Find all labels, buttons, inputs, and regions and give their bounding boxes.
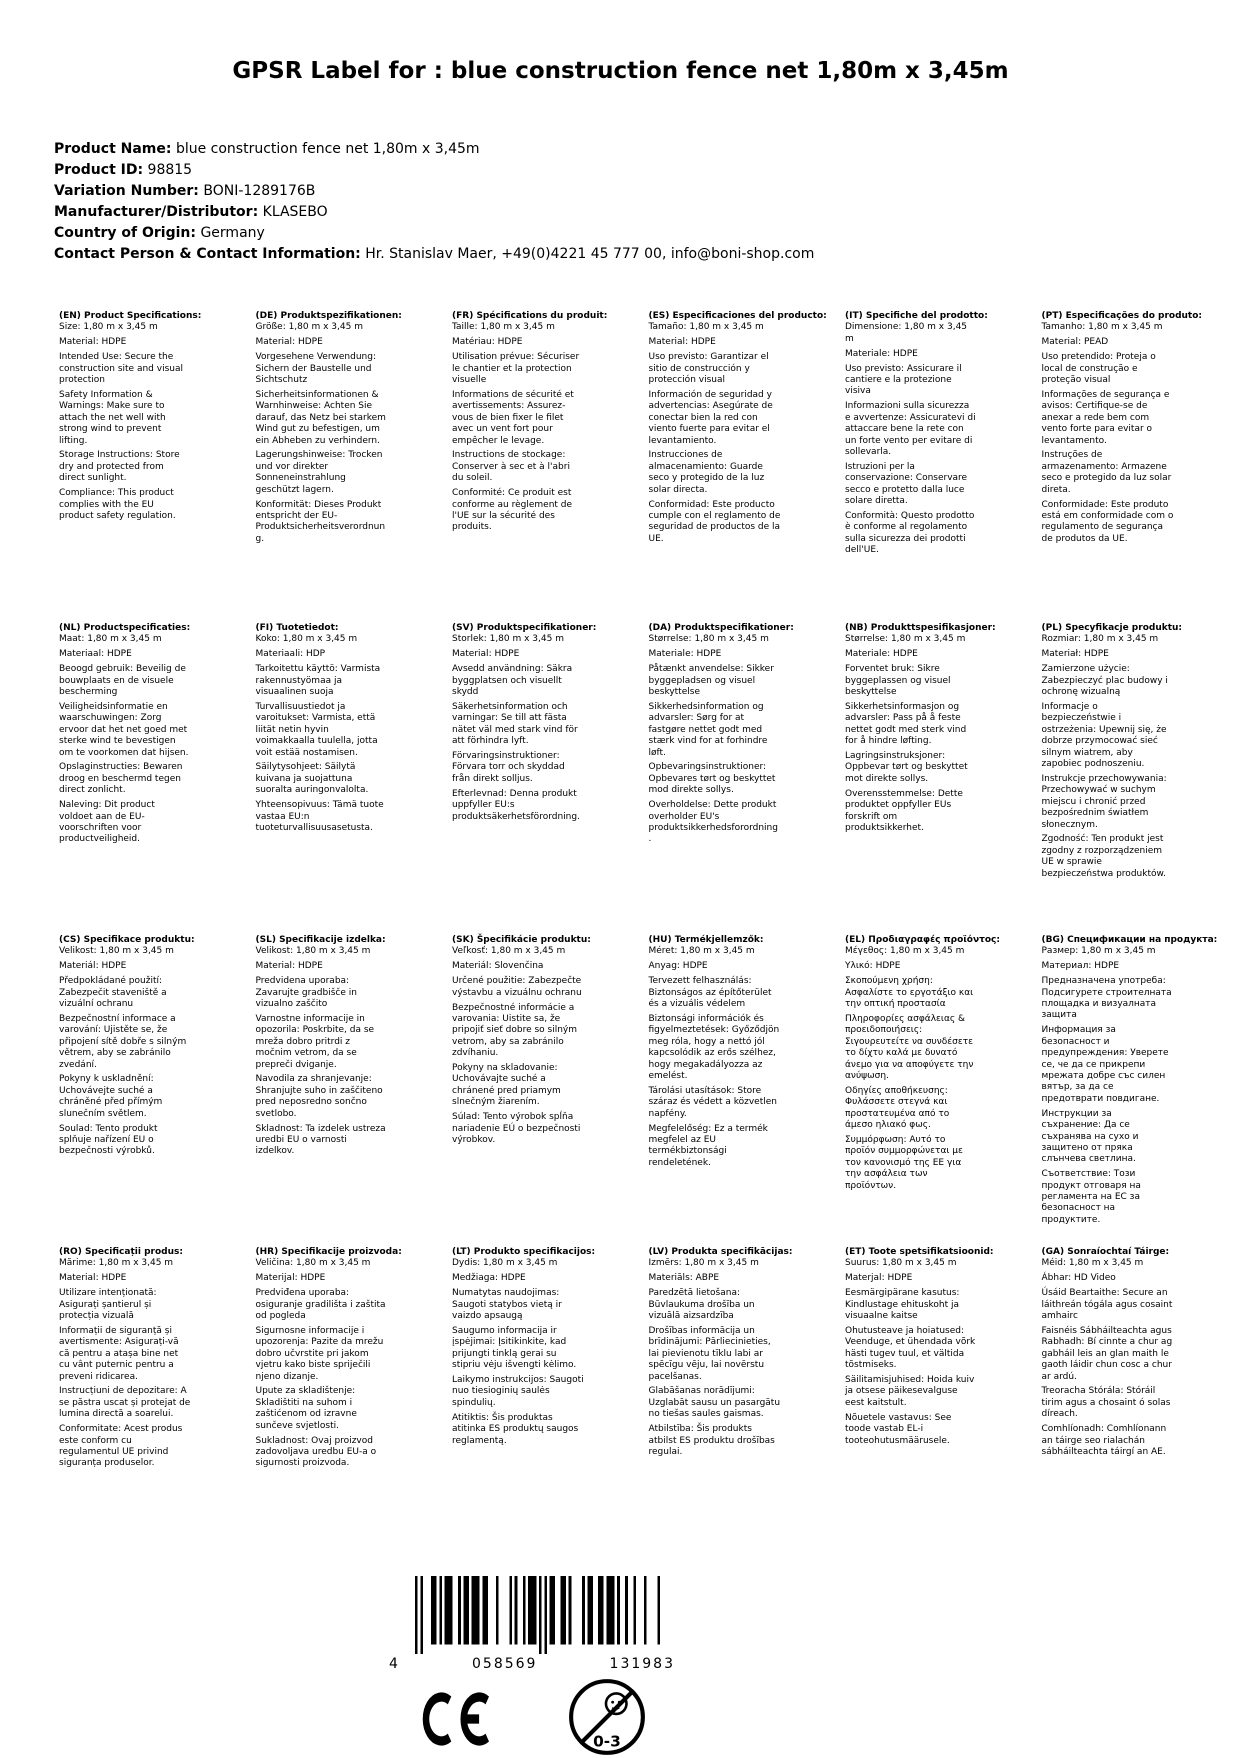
barcode-right-group: 131983: [609, 1656, 675, 1672]
spec-heading: (PL) Specyfikacje produktu:: [1041, 623, 1183, 633]
spec-item: Conformitate: Acest produs este conform cu regulamentul UE privind siguranța produselor.: [59, 1424, 183, 1469]
spec-item: Predviđena uporaba: osiguranje gradilišta i zaštita od pogleda: [255, 1288, 386, 1322]
spec-item: Conformità: Questo prodotto è conforme al regolamento sulla sicurezza dei prodotti dell'UE.: [845, 511, 975, 556]
spec-heading: (HR) Specifikacije proizvoda:: [255, 1247, 402, 1257]
spec-item: Suurus: 1,80 m x 3,45 m: [845, 1258, 957, 1269]
spec-item: Materiale: HDPE: [845, 348, 918, 359]
spec-item: Instrucciones de almacenamiento: Guarde seco y protegido de la luz solar directa.: [648, 450, 765, 495]
spec-item: Overholdelse: Dette produkt overholder EU's produktsikkerhedsforordning.: [648, 800, 778, 845]
spec-item: Drošības informācija un brīdinājumi: Pārliecinieties, lai pievienotu tīklu labi ar spēcīgu vēju, lai novērstu pacelšanas.: [648, 1325, 771, 1382]
spec-heading: (GA) Sonraíochtaí Táirge:: [1041, 1247, 1170, 1257]
spec-item: Nõuetele vastavus: See toode vastab EL-i tooteohutusmäärusele.: [845, 1412, 952, 1446]
spec-block-el: [845, 935, 1000, 1247]
spec-grid: [59, 311, 1238, 1473]
spec-item: Uso pretendido: Proteja o local de construção e proteção visual: [1041, 352, 1156, 386]
spec-item: Sigurnosne informacije i upozorenja: Pazite da mrežu dobro učvrstite pri jakom vjetru kako biste spriječili njeno dizanje.: [255, 1325, 384, 1382]
spec-heading: (SL) Specifikacije izdelka:: [255, 935, 386, 945]
spec-block-ga: [1042, 1247, 1174, 1473]
spec-item: Materiaal: HDPE: [59, 649, 132, 660]
product-info-row: [54, 139, 814, 160]
spec-item: Material: HDPE: [255, 961, 323, 972]
spec-heading: (FI) Tuotetiedot:: [255, 623, 339, 633]
spec-block-de: [255, 311, 402, 623]
product-info-value: 98815: [147, 162, 193, 178]
spec-item: Upute za skladištenje: Skladištiti na suhom i zaštićenom od izravne sunčeve svjetlosti.: [255, 1386, 357, 1431]
spec-heading: (RO) Specificații produs:: [59, 1247, 183, 1257]
spec-item: Tervezett felhasználás: Biztonságos az építőterület és a vizuális védelem: [648, 976, 772, 1010]
barcode: [389, 1576, 675, 1672]
spec-item: Materijal: HDPE: [255, 1273, 326, 1284]
spec-item: Overensstemmelse: Dette produktet oppfyller EUs forskrift om produktsikkerhet.: [845, 788, 963, 833]
spec-item: Size: 1,80 m x 3,45 m: [59, 322, 158, 333]
spec-item: Bezpečnostní informace a varování: Ujistěte se, že připojení sítě dobře s silným větrem, aby se zabránilo zvedání.: [59, 1013, 187, 1070]
spec-block-nb: [845, 623, 996, 935]
spec-item: Material: HDPE: [452, 649, 520, 660]
spec-item: Eesmärgipärane kasutus: Kindlustage ehituskoht ja visuaalne kaitse: [845, 1288, 960, 1322]
spec-item: Atitiktis: Šis produktas atitinka ES produktų saugos reglamentą.: [452, 1412, 579, 1446]
product-info-label: Product Name:: [54, 141, 172, 157]
spec-item: Saugumo informacija ir įspėjimai: Įsitikinkite, kad prijungti tinklą gerai su stipriu vėju išvengti kėlimo.: [452, 1325, 577, 1371]
product-info-row: [54, 244, 814, 265]
spec-item: Instrukcje przechowywania: Przechowywać w suchym miejscu i chronić przed bezpośrednim światłem słonecznym.: [1041, 773, 1167, 830]
spec-block-es: [648, 311, 827, 623]
spec-item: Conformidade: Este produto está em conformidade com o regulamento de segurança de produtos da UE.: [1041, 499, 1174, 544]
spec-item: Размер: 1,80 m x 3,45 m: [1041, 946, 1156, 957]
spec-heading: (LT) Produkto specifikacijos:: [452, 1247, 596, 1257]
spec-item: Dydis: 1,80 m x 3,45 m: [452, 1258, 558, 1269]
product-info-value: KLASEBO: [262, 204, 328, 220]
spec-item: Uso previsto: Assicurare il cantiere e la protezione visiva: [845, 363, 962, 397]
spec-block-sl: [256, 935, 388, 1247]
spec-item: Rozmiar: 1,80 m x 3,45 m: [1041, 634, 1159, 645]
product-info-label: Contact Person & Contact Information:: [54, 246, 361, 262]
spec-item: Varnostne informacije in opozorila: Poskrbite, da se mreža dobro pritrdi z močnim vetrom, da se prepreči dviganje.: [255, 1013, 375, 1070]
spec-item: Veličina: 1,80 m x 3,45 m: [255, 1258, 371, 1269]
spec-item: Informazioni sulla sicurezza e avvertenze: Assicuratevi di attaccare bene la rete con un forte vento per evitare di sollevarla.: [845, 401, 976, 457]
barcode-system-digit: 4: [389, 1656, 400, 1672]
spec-item: Lagringsinstruksjoner: Oppbevar tørt og beskyttet mot direkte sollys.: [845, 751, 968, 784]
spec-item: Storage Instructions: Store dry and protected from direct sunlight.: [59, 450, 180, 484]
spec-item: Tamaño: 1,80 m x 3,45 m: [648, 322, 764, 333]
spec-item: Úsáid Beartaithe: Secure an láithreán tógála agus cosaint amhairc: [1041, 1288, 1173, 1322]
spec-item: Material: PEAD: [1041, 337, 1109, 348]
spec-item: Vorgesehene Verwendung: Sichern der Baustelle und Sichtschutz: [255, 352, 376, 386]
spec-block-hu: [649, 935, 781, 1247]
age-warning-icon: [566, 1676, 648, 1758]
spec-item: Sikkerhedsinformation og advarsler: Sørg for at fastgøre nettet godt med stærk vind for at forhindre løft.: [648, 701, 768, 758]
spec-item: Material: HDPE: [59, 1273, 127, 1284]
spec-item: Materiál: HDPE: [59, 961, 127, 972]
spec-item: Laikymo instrukcijos: Saugoti nuo tiesioginių saulės spindulių.: [452, 1375, 584, 1408]
spec-item: Informações de segurança e avisos: Certifique-se de anexar a rede bem com vento forte para evitar o levantamento.: [1041, 389, 1170, 446]
product-info-row: [54, 160, 814, 181]
barcode-digits: [389, 1656, 675, 1672]
spec-item: Съответствие: Този продукт отговаря на регламента на ЕС за безопасност на продуктите.: [1041, 1169, 1141, 1225]
spec-item: Velikost: 1,80 m x 3,45 m: [59, 946, 174, 957]
spec-block-lt: [452, 1247, 596, 1473]
spec-item: Material: HDPE: [648, 337, 716, 348]
product-info-label: Manufacturer/Distributor:: [54, 204, 259, 220]
spec-item: Méid: 1,80 m x 3,45 m: [1041, 1258, 1144, 1269]
spec-item: Istruzioni per la conservazione: Conservare secco e protetto dalla luce solare diretta.: [845, 461, 968, 507]
barcode-left-group: 058569: [472, 1656, 538, 1672]
spec-item: Información de seguridad y advertencias: Asegúrate de conectar bien la red con viento fuerte para evitar el levantamiento.: [648, 389, 773, 446]
spec-item: Utilisation prévue: Sécuriser le chantier et la protection visuelle: [452, 352, 580, 386]
spec-heading: (DA) Produktspecifikationer:: [648, 623, 794, 633]
spec-item: Størrelse: 1,80 m x 3,45 m: [648, 634, 769, 645]
product-info-value: blue construction fence net 1,80m x 3,45m: [175, 141, 480, 157]
spec-item: Opslaginstructies: Bewaren droog en beschermd tegen direct zonlicht.: [59, 762, 183, 796]
spec-item: Předpokládané použití: Zabezpečit staveniště a vizuální ochranu: [59, 976, 167, 1010]
spec-item: Материал: HDPE: [1041, 961, 1120, 972]
spec-heading: (SK) Špecifikácie produktu:: [452, 935, 591, 945]
spec-item: Matériau: HDPE: [452, 337, 523, 348]
spec-item: Bezpečnostné informácie a varovania: Uistite sa, že pripojiť sieť dobre so silným vetrom, aby sa zabránilo zdvíhaniu.: [452, 1002, 578, 1059]
spec-item: Materiaali: HDP: [255, 649, 326, 660]
spec-item: Material: HDPE: [59, 337, 127, 348]
spec-item: Storlek: 1,80 m x 3,45 m: [452, 634, 564, 645]
spec-item: Conformidad: Este producto cumple con el reglamento de seguridad de productos de la UE.: [648, 499, 781, 544]
spec-item: Tamanho: 1,80 m x 3,45 m: [1041, 322, 1163, 333]
spec-item: Mărime: 1,80 m x 3,45 m: [59, 1258, 174, 1269]
spec-item: Avsedd användning: Säkra byggplatsen och visuellt skydd: [452, 664, 573, 698]
spec-heading: (CS) Specifikace produktu:: [59, 935, 195, 945]
spec-item: Turvallisuustiedot ja varoitukset: Varmista, että liität netin hyvin voimakkaalla tuulella, jotta voit estää nostamisen.: [255, 701, 378, 758]
spec-item: Påtænkt anvendelse: Sikker byggepladsen og visuel beskyttelse: [648, 664, 774, 698]
age-warning-label: 0-3: [593, 1732, 621, 1751]
spec-item: Naleving: Dit product voldoet aan de EU-voorschriften voor productveiligheid.: [59, 800, 155, 845]
spec-item: Conformité: Ce produit est conforme au règlement de l'UE sur la sécurité des produits.: [452, 488, 573, 533]
spec-item: Yhteensopivuus: Tämä tuote vastaa EU:n tuoteturvallisuusasetusta.: [255, 800, 384, 833]
spec-block-sv: [452, 623, 597, 935]
spec-item: Instruções de armazenamento: Armazene seco e protegido da luz solar direta.: [1041, 450, 1172, 495]
spec-heading: (ES) Especificaciones del producto:: [648, 311, 827, 321]
spec-item: Informații de siguranță și avertismente: Asigurați-vă că pentru a atașa bine net cu vânt puternic pentru a preveni ridicarea.: [59, 1325, 179, 1382]
spec-item: Taille: 1,80 m x 3,45 m: [452, 322, 555, 333]
spec-heading: (BG) Спецификации на продукта:: [1041, 935, 1218, 945]
product-info-row: [54, 223, 814, 244]
spec-item: Treoracha Stórála: Stóráil tirim agus a chosaint ó solas díreach.: [1041, 1386, 1171, 1420]
spec-item: Förvaringsinstruktioner: Förvara torr och skyddad från direkt solljus.: [452, 751, 565, 784]
spec-block-fr: [452, 311, 608, 623]
spec-item: Инструкции за съхранение: Да се съхранява на сухо и защитено от пряка слънчева светлина.: [1041, 1108, 1139, 1165]
spec-block-hr: [255, 1247, 402, 1473]
spec-item: Intended Use: Secure the construction site and visual protection: [59, 352, 183, 386]
spec-heading: (LV) Produkta specifikācijas:: [648, 1247, 793, 1257]
spec-block-et: [845, 1247, 994, 1473]
spec-item: Ábhar: HD Video: [1041, 1273, 1116, 1284]
spec-item: Compliance: This product complies with the EU product safety regulation.: [59, 488, 176, 521]
spec-item: Material: HDPE: [255, 337, 323, 348]
product-info-row: [54, 181, 814, 202]
spec-heading: (IT) Specifiche del prodotto:: [845, 311, 988, 321]
product-info-value: Germany: [200, 225, 265, 241]
product-info-value: Hr. Stanislav Maer, +49(0)4221 45 777 00, info@boni-shop.com: [365, 246, 815, 262]
spec-item: Lagerungshinweise: Trocken und vor direkter Sonneneinstrahlung geschützt lagern.: [255, 450, 383, 495]
spec-heading: (ET) Toote spetsifikatsioonid:: [845, 1247, 994, 1257]
spec-item: Veiligheidsinformatie en waarschuwingen: Zorg ervoor dat het net goed met sterke wind te bevestigen om te voorkomen dat hijsen.: [59, 701, 189, 758]
spec-item: Πληροφορίες ασφάλειας & προειδοποιήσεις: Σιγουρευτείτε να συνδέσετε το δίχτυ καλά με δυνατό άνεμο για να αποφύγετε την ανύψωση.: [845, 1013, 974, 1081]
spec-heading: (FR) Spécifications du produit:: [452, 311, 608, 321]
spec-item: Určené použitie: Zabezpečte výstavbu a vizuálnu ochranu: [452, 976, 582, 998]
spec-heading: (SV) Produktspecifikationer:: [452, 623, 597, 633]
barcode-bars-icon: [415, 1576, 671, 1654]
spec-item: Μέγεθος: 1,80 m x 3,45 m: [845, 946, 965, 957]
spec-item: Предназначена употреба: Подсигурете строителната площадка и визуалната защита: [1041, 976, 1172, 1021]
spec-item: Súlad: Tento výrobok spĺňa nariadenie EÚ o bezpečnosti výrobkov.: [452, 1112, 581, 1145]
spec-item: Atbilstība: Šis produkts atbilst ES produktu drošības regulai.: [648, 1424, 775, 1457]
product-info: [54, 139, 814, 265]
spec-item: Utilizare intenționată: Asigurați șantierul și protecția vizuală: [59, 1288, 157, 1322]
spec-heading: (DE) Produktspezifikationen:: [255, 311, 402, 321]
spec-item: Predvidena uporaba: Zavarujte gradbišče in vizualno zaščito: [255, 976, 357, 1010]
spec-block-cs: [59, 935, 195, 1247]
spec-item: Izmērs: 1,80 m x 3,45 m: [648, 1258, 759, 1269]
spec-item: Konformität: Dieses Produkt entspricht der EU-Produktsicherheitsverordnung.: [255, 499, 386, 544]
spec-block-fi: [256, 623, 388, 935]
spec-item: Biztonsági információk és figyelmeztetések: Győződjön meg róla, hogy a nettó jól kapcsolódik az erős szélhez, hogy megakadályozza az emelést.: [648, 1013, 780, 1081]
spec-item: Anyag: HDPE: [648, 961, 708, 972]
spec-block-pt: [1041, 311, 1203, 623]
spec-item: Instrucțiuni de depozitare: A se păstra uscat și protejat de lumina directă a soarelui.: [59, 1386, 191, 1420]
baby-face-icon: [606, 1693, 627, 1714]
spec-heading: (EN) Product Specifications:: [59, 311, 202, 321]
product-info-row: [54, 202, 814, 223]
page-title: GPSR Label for : blue construction fence net 1,80m x 3,45m: [232, 58, 1009, 84]
spec-item: Materjal: HDPE: [845, 1273, 913, 1284]
spec-block-bg: [1041, 935, 1218, 1247]
spec-block-da: [648, 623, 794, 935]
spec-block-pl: [1041, 623, 1183, 935]
spec-item: Säilytysohjeet: Säilytä kuivana ja suojattuna suoralta auringonvalolta.: [255, 762, 369, 796]
spec-item: Ohutusteave ja hoiatused: Veenduge, et ühendada võrk hästi tugev tuul, et vältida tõstmiseks.: [845, 1325, 976, 1371]
spec-heading: (PT) Especificações do produto:: [1041, 311, 1203, 321]
spec-item: Οδηγίες αποθήκευσης: Φυλάσσετε στεγνά και προστατευμένα από το άμεσο ηλιακό φως.: [845, 1085, 950, 1131]
spec-block-ro: [59, 1247, 191, 1473]
spec-item: Σκοπούμενη χρήση: Ασφαλίστε το εργοτάξιο και την οπτική προστασία: [845, 976, 974, 1010]
product-info-label: Country of Origin:: [54, 225, 196, 241]
spec-item: Materiale: HDPE: [845, 649, 918, 660]
spec-heading: (NB) Produkttspesifikasjoner:: [845, 623, 996, 633]
product-info-label: Product ID:: [54, 162, 144, 178]
spec-item: Efterlevnad: Denna produkt uppfyller EU:s produktsäkerhetsförordning.: [452, 788, 580, 822]
spec-item: Navodila za shranjevanje: Shranjujte suho in zaščiteno pred neposredno sončno svetlobo.: [255, 1074, 383, 1119]
spec-item: Zgodność: Ten produkt jest zgodny z rozporządzeniem UE w sprawie bezpieczeństwa produktów.: [1041, 834, 1166, 879]
spec-block-nl: [59, 623, 191, 935]
spec-item: Numatytas naudojimas: Saugoti statybos vietą ir vaizdo apsaugą: [452, 1288, 562, 1322]
spec-block-en: [59, 311, 202, 623]
spec-item: Säilitamisjuhised: Hoida kuiv ja otsese päikesevalguse eest kaitstult.: [845, 1375, 975, 1408]
spec-heading: (EL) Προδιαγραφές προϊόντος:: [845, 935, 1000, 945]
spec-item: Materiāls: ABPE: [648, 1273, 720, 1284]
spec-item: Информация за безопасност и предупреждения: Уверете се, че да се прикрепи мрежата добре със силен вятър, за да се предотврати повдигане.: [1041, 1025, 1169, 1104]
spec-item: Comhlíonadh: Comhlíonann an táirge seo rialachán sábháilteachta táirgí an AE.: [1041, 1424, 1167, 1457]
spec-item: Υλικό: HDPE: [845, 961, 901, 972]
spec-item: Uso previsto: Garantizar el sitio de construcción y protección visual: [648, 352, 769, 386]
spec-block-it: [845, 311, 988, 623]
spec-item: Dimensione: 1,80 m x 3,45 m: [845, 322, 968, 344]
spec-item: Größe: 1,80 m x 3,45 m: [255, 322, 363, 333]
spec-item: Paredzētā lietošana: Būvlaukuma drošība un vizuālā aizsardzība: [648, 1288, 755, 1322]
spec-item: Safety Information & Warnings: Make sure to attach the net well with strong wind to prevent lifting.: [59, 389, 166, 446]
product-info-value: BONI-1289176B: [203, 183, 316, 199]
spec-item: Medžiaga: HDPE: [452, 1273, 526, 1284]
spec-item: Materiale: HDPE: [648, 649, 722, 660]
spec-item: Pokyny na skladovanie: Uchovávajte suché a chránené pred priamym slnečným žiarením.: [452, 1063, 561, 1108]
spec-item: Opbevaringsinstruktioner: Opbevares tørt og beskyttet mod direkte sollys.: [648, 762, 776, 796]
spec-item: Glabāšanas norādījumi: Uzglabāt sausu un pasargātu no tiešas saules gaismas.: [648, 1386, 781, 1420]
spec-item: Zamierzone użycie: Zabezpieczyć plac budowy i ochronę wizualną: [1041, 664, 1168, 698]
spec-item: Maat: 1,80 m x 3,45 m: [59, 634, 162, 645]
spec-item: Pokyny k uskladnění: Uchovávejte suché a chráněné před přímým slunečním světlem.: [59, 1074, 163, 1119]
spec-item: Sukladnost: Ovaj proizvod zadovoljava uredbu EU-a o sigurnosti proizvoda.: [255, 1435, 377, 1469]
spec-item: Koko: 1,80 m x 3,45 m: [255, 634, 358, 645]
spec-item: Forventet bruk: Sikre byggeplassen og visuel beskyttelse: [845, 664, 951, 698]
spec-item: Informacje o bezpieczeństwie i ostrzeżenia: Upewnij się, że dobrze przymocować sieć silnym wiatrem, aby zapobiec podnoszeniu.: [1041, 701, 1167, 769]
spec-item: Tárolási utasítások: Store száraz és védett a közvetlen napfény.: [648, 1085, 777, 1119]
spec-item: Skladnost: Ta izdelek ustreza uredbi EU o varnosti izdelkov.: [255, 1123, 386, 1157]
spec-item: Materiál: Slovenčina: [452, 961, 544, 972]
spec-item: Soulad: Tento produkt splňuje nařízení EU o bezpečnosti výrobků.: [59, 1123, 158, 1157]
spec-item: Megfelelőség: Ez a termék megfelel az EU termékbiztonsági rendeletének.: [648, 1123, 768, 1168]
spec-item: Sicherheitsinformationen & Warnhinweise: Achten Sie darauf, das Netz bei starkem Wind gut zu befestigen, um ein Abheben zu verhindern.: [255, 389, 386, 446]
spec-item: Συμμόρφωση: Αυτό το προϊόν συμμορφώνεται με τον κανονισμό της ΕΕ για την ασφάλεια των προϊόντων.: [845, 1135, 963, 1191]
ce-mark-icon: [420, 1692, 498, 1746]
product-info-label: Variation Number:: [54, 183, 199, 199]
spec-item: Materiał: HDPE: [1041, 649, 1109, 660]
spec-item: Størrelse: 1,80 m x 3,45 m: [845, 634, 966, 645]
spec-block-lv: [648, 1247, 793, 1473]
spec-item: Veľkosť: 1,80 m x 3,45 m: [452, 946, 566, 957]
spec-item: Säkerhetsinformation och varningar: Se till att fästa nätet väl med stark vind för att förhindra lyft.: [452, 701, 578, 747]
spec-item: Velikost: 1,80 m x 3,45 m: [255, 946, 371, 957]
spec-heading: (HU) Termékjellemzők:: [648, 935, 764, 945]
spec-block-sk: [452, 935, 591, 1247]
spec-item: Méret: 1,80 m x 3,45 m: [648, 946, 755, 957]
spec-item: Instructions de stockage: Conserver à sec et à l'abri du soleil.: [452, 450, 570, 484]
spec-item: Tarkoitettu käyttö: Varmista rakennustyömaa ja visuaalinen suoja: [255, 664, 381, 698]
spec-item: Beoogd gebruik: Beveilig de bouwplaats en de visuele bescherming: [59, 664, 186, 698]
spec-heading: (NL) Productspecificaties:: [59, 623, 191, 633]
spec-item: Faisnéis Sábháilteachta agus Rabhadh: Bí cinnte a chur ag gabháil leis an glan maith le gaoth láidir chun cosc a chur ar ardú.: [1041, 1325, 1173, 1382]
spec-item: Informations de sécurité et avertissements: Assurez-vous de bien fixer le filet avec un vent fort pour empêcher le levage.: [452, 389, 574, 446]
spec-item: Sikkerhetsinformasjon og advarsler: Pass på å feste nettet godt med sterk vind for å hindre løfting.: [845, 701, 967, 747]
